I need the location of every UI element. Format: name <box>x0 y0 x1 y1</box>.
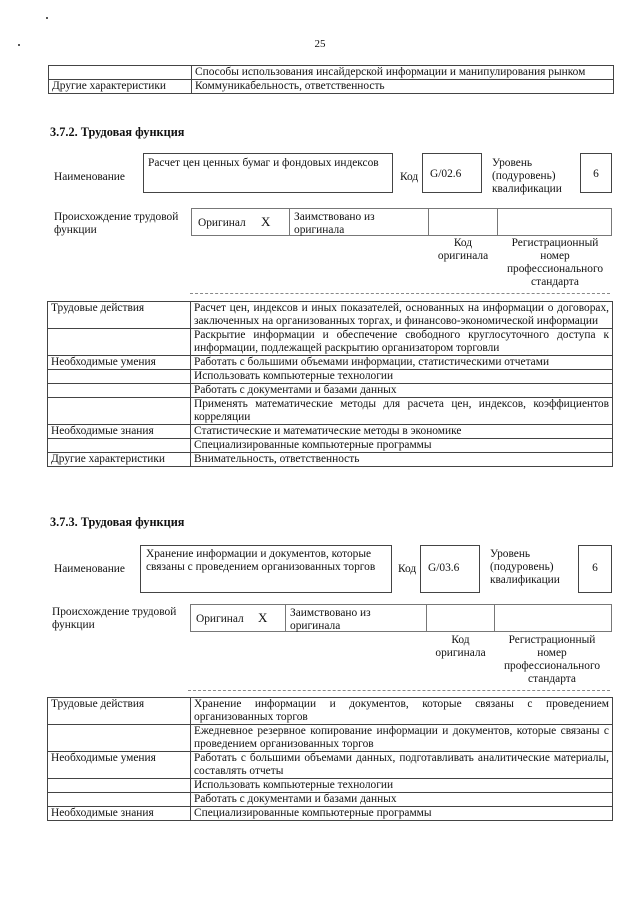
row-label: Трудовые действия <box>48 698 191 725</box>
row-value: Расчет цен, индексов и иных показателей, основанных на информации о договорах, заключенных на организованных торгах, и финансово-экономической информации <box>191 302 613 329</box>
row-value: Работать с большими объемами данных, подготавливать аналитические материалы, составлять отчеты <box>191 752 613 779</box>
table-row <box>48 356 613 370</box>
table-row <box>49 66 614 80</box>
code-original-caption: Код оригинала <box>437 237 489 262</box>
reg-number-caption: Регистрационный номер профессионального стандарта <box>503 634 601 685</box>
original-mark: X <box>261 214 271 229</box>
row-value: Использовать компьютерные технологии <box>191 370 613 384</box>
code-label: Код <box>400 171 419 183</box>
row-label: Необходимые умения <box>48 752 191 779</box>
function-name: Расчет цен ценных бумаг и фондовых индексов <box>148 157 379 169</box>
row-value: Работать с большими объемами информации, статистическими отчетами <box>191 356 613 370</box>
table-row <box>48 329 613 356</box>
table-row <box>48 384 613 398</box>
divider <box>190 293 610 294</box>
table-row <box>48 453 613 467</box>
row-value: Внимательность, ответственность <box>191 453 613 467</box>
row-label: Необходимые знания <box>48 425 191 439</box>
row-label: Необходимые умения <box>48 356 191 370</box>
level-value: 6 <box>592 562 598 574</box>
table-row <box>48 793 613 807</box>
table-row <box>48 698 613 725</box>
level-value: 6 <box>593 168 599 180</box>
row-label <box>48 398 191 425</box>
row-value: Ежедневное резервное копирование информации и документов, которые связаны с проведением организованных торгов <box>191 725 613 752</box>
origin-label: Происхождение трудовой функции <box>54 211 179 236</box>
original-label: Оригинал <box>198 217 246 229</box>
function-name: Хранение информации и документов, которые связаны с проведением организованных торгов <box>146 548 376 573</box>
table-row <box>48 779 613 793</box>
name-label: Наименование <box>54 563 125 575</box>
level-label: Уровень (подуровень) квалификации <box>490 548 560 586</box>
row-value: Работать с документами и базами данных <box>191 384 613 398</box>
row-value: Применять математические методы для расчета цен, индексов, коэффициентов корреляции <box>191 398 613 425</box>
code-label: Код <box>398 563 417 575</box>
code-value: G/03.6 <box>428 562 460 574</box>
table-row <box>48 439 613 453</box>
row-label: Другие характеристики <box>48 453 191 467</box>
table-row <box>48 302 613 329</box>
origin-box <box>191 208 612 236</box>
row-label <box>48 779 191 793</box>
row-value: Специализированные компьютерные программы <box>191 807 613 821</box>
row-label <box>49 66 192 80</box>
row-label <box>48 384 191 398</box>
page-number: 25 <box>314 38 326 50</box>
divider <box>188 690 610 691</box>
table-row <box>48 725 613 752</box>
code-original-caption: Код оригинала <box>435 634 486 659</box>
borrowed-label: Заимствовано из оригинала <box>294 211 375 236</box>
function-table <box>47 301 613 467</box>
row-value: Использовать компьютерные технологии <box>191 779 613 793</box>
table-row <box>48 752 613 779</box>
row-value: Работать с документами и базами данных <box>191 793 613 807</box>
table-row <box>48 807 613 821</box>
origin-label: Происхождение трудовой функции <box>52 606 177 631</box>
row-label: Трудовые действия <box>48 302 191 329</box>
row-value: Раскрытие информации и обеспечение свободного круглосуточного доступа к информации, подлежащей раскрытию организатором торговли <box>191 329 613 356</box>
row-value: Коммуникабельность, ответственность <box>192 80 614 94</box>
row-value: Способы использования инсайдерской информации и манипулирования рынком <box>192 66 614 80</box>
row-label <box>48 439 191 453</box>
table-row <box>49 80 614 94</box>
table-row <box>48 370 613 384</box>
scan-dot <box>46 17 48 19</box>
table-row <box>48 398 613 425</box>
section-heading: 3.7.3. Трудовая функция <box>50 515 185 529</box>
origin-box <box>190 604 612 632</box>
level-label: Уровень (подуровень) квалификации <box>492 157 562 195</box>
table-row <box>48 425 613 439</box>
row-value: Специализированные компьютерные программы <box>191 439 613 453</box>
original-label: Оригинал <box>196 613 244 625</box>
code-value: G/02.6 <box>430 168 462 180</box>
name-label: Наименование <box>54 171 125 183</box>
top-table <box>48 65 614 94</box>
original-mark: X <box>258 610 268 625</box>
row-value: Хранение информации и документов, которые связаны с проведением организованных торгов <box>191 698 613 725</box>
row-label <box>48 793 191 807</box>
row-label <box>48 370 191 384</box>
borrowed-label: Заимствовано из оригинала <box>290 607 371 632</box>
row-label: Другие характеристики <box>49 80 192 94</box>
row-label: Необходимые знания <box>48 807 191 821</box>
row-label <box>48 725 191 752</box>
function-table <box>47 697 613 821</box>
row-label <box>48 329 191 356</box>
reg-number-caption: Регистрационный номер профессионального стандарта <box>506 237 604 288</box>
row-value: Статистические и математические методы в экономике <box>191 425 613 439</box>
section-heading: 3.7.2. Трудовая функция <box>50 125 185 139</box>
